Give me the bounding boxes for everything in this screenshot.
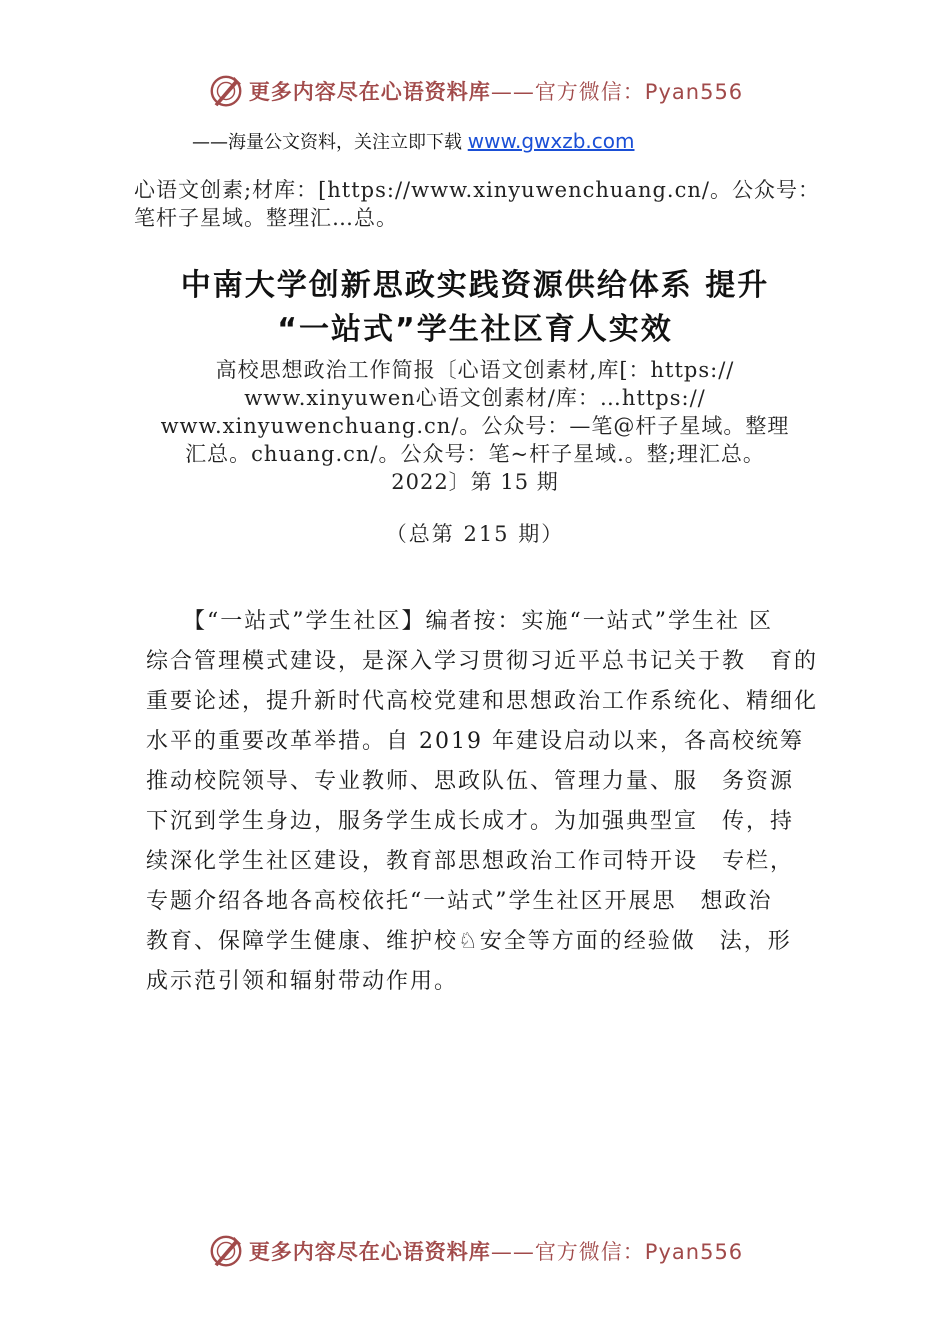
banner-text: 更多内容尽在心语资料库——官方微信：Pyan556 <box>248 1240 744 1264</box>
title-line-2: “一站式”学生社区育人实效 <box>277 312 673 347</box>
body-line: 水平的重要改革举措。自 2019 年建设启动以来，各高校统筹 <box>146 729 804 754</box>
source-line-1: 心语文创素;材库：[https://www.xinyuwenchuang.cn/。公众号： <box>134 178 820 202</box>
editor-note <box>146 602 836 1002</box>
meta-line-4: 汇总。chuang.cn/。公众号：笔~杆子星域.。整;理汇总。 <box>185 442 765 466</box>
body-line: 下沉到学生身边，服务学生成长成才。为加强典型宣 传，持 <box>146 809 795 834</box>
body-line: 推动校院领导、专业教师、思政队伍、管理力量、服 务资源 <box>146 769 795 794</box>
body-line: 综合管理模式建设，是深入学习贯彻习近平总书记关于教 育的 <box>146 649 819 674</box>
meta-line-3: www.xinyuwenchuang.cn/。公众号：—笔@杆子星域。整理 <box>160 414 790 438</box>
body-line: 成示范引领和辐射带动作用。 <box>146 969 459 994</box>
meta-line-2: www.xinyuwen心语文创素材/库：…https:// <box>244 386 706 410</box>
promo-line <box>192 128 634 154</box>
promo-text: ——海量公文资料，关注立即下载 <box>192 132 468 153</box>
issue-total: （总第 215 期） <box>385 522 565 546</box>
body-line: 续深化学生社区建设，教育部思想政治工作司特开设 专栏， <box>146 849 795 874</box>
footer-banner <box>0 1232 950 1270</box>
pen-logo-icon <box>207 1232 245 1270</box>
meta-line-1: 高校思想政治工作简报〔心语文创素材,库[：https:// <box>215 358 735 382</box>
body-line: 重要论述，提升新时代高校党建和思想政治工作系统化、精细化 <box>146 689 819 714</box>
body-line: 专题介绍各地各高校依托“一站式”学生社区开展思 想政治 <box>146 889 773 914</box>
body-line: 教育、保障学生健康、维护校♘安全等方面的经验做 法，形 <box>146 929 792 954</box>
download-link[interactable]: www.gwxzb.com <box>467 129 635 153</box>
publication-info <box>130 356 820 496</box>
banner-text: 更多内容尽在心语资料库——官方微信：Pyan556 <box>248 80 744 104</box>
meta-line-5: 2022〕第 15 期 <box>391 470 559 494</box>
source-line-2: 笔杆子星域。整理汇…总。 <box>134 206 398 230</box>
header-banner <box>0 72 950 110</box>
body-line: 【“一站式”学生社区】编者按：实施“一站式”学生社 区 <box>146 609 773 634</box>
pen-logo-icon <box>207 72 245 110</box>
page-title <box>120 264 830 352</box>
title-line-1: 中南大学创新思政实践资源供给体系 提升 <box>180 268 770 303</box>
